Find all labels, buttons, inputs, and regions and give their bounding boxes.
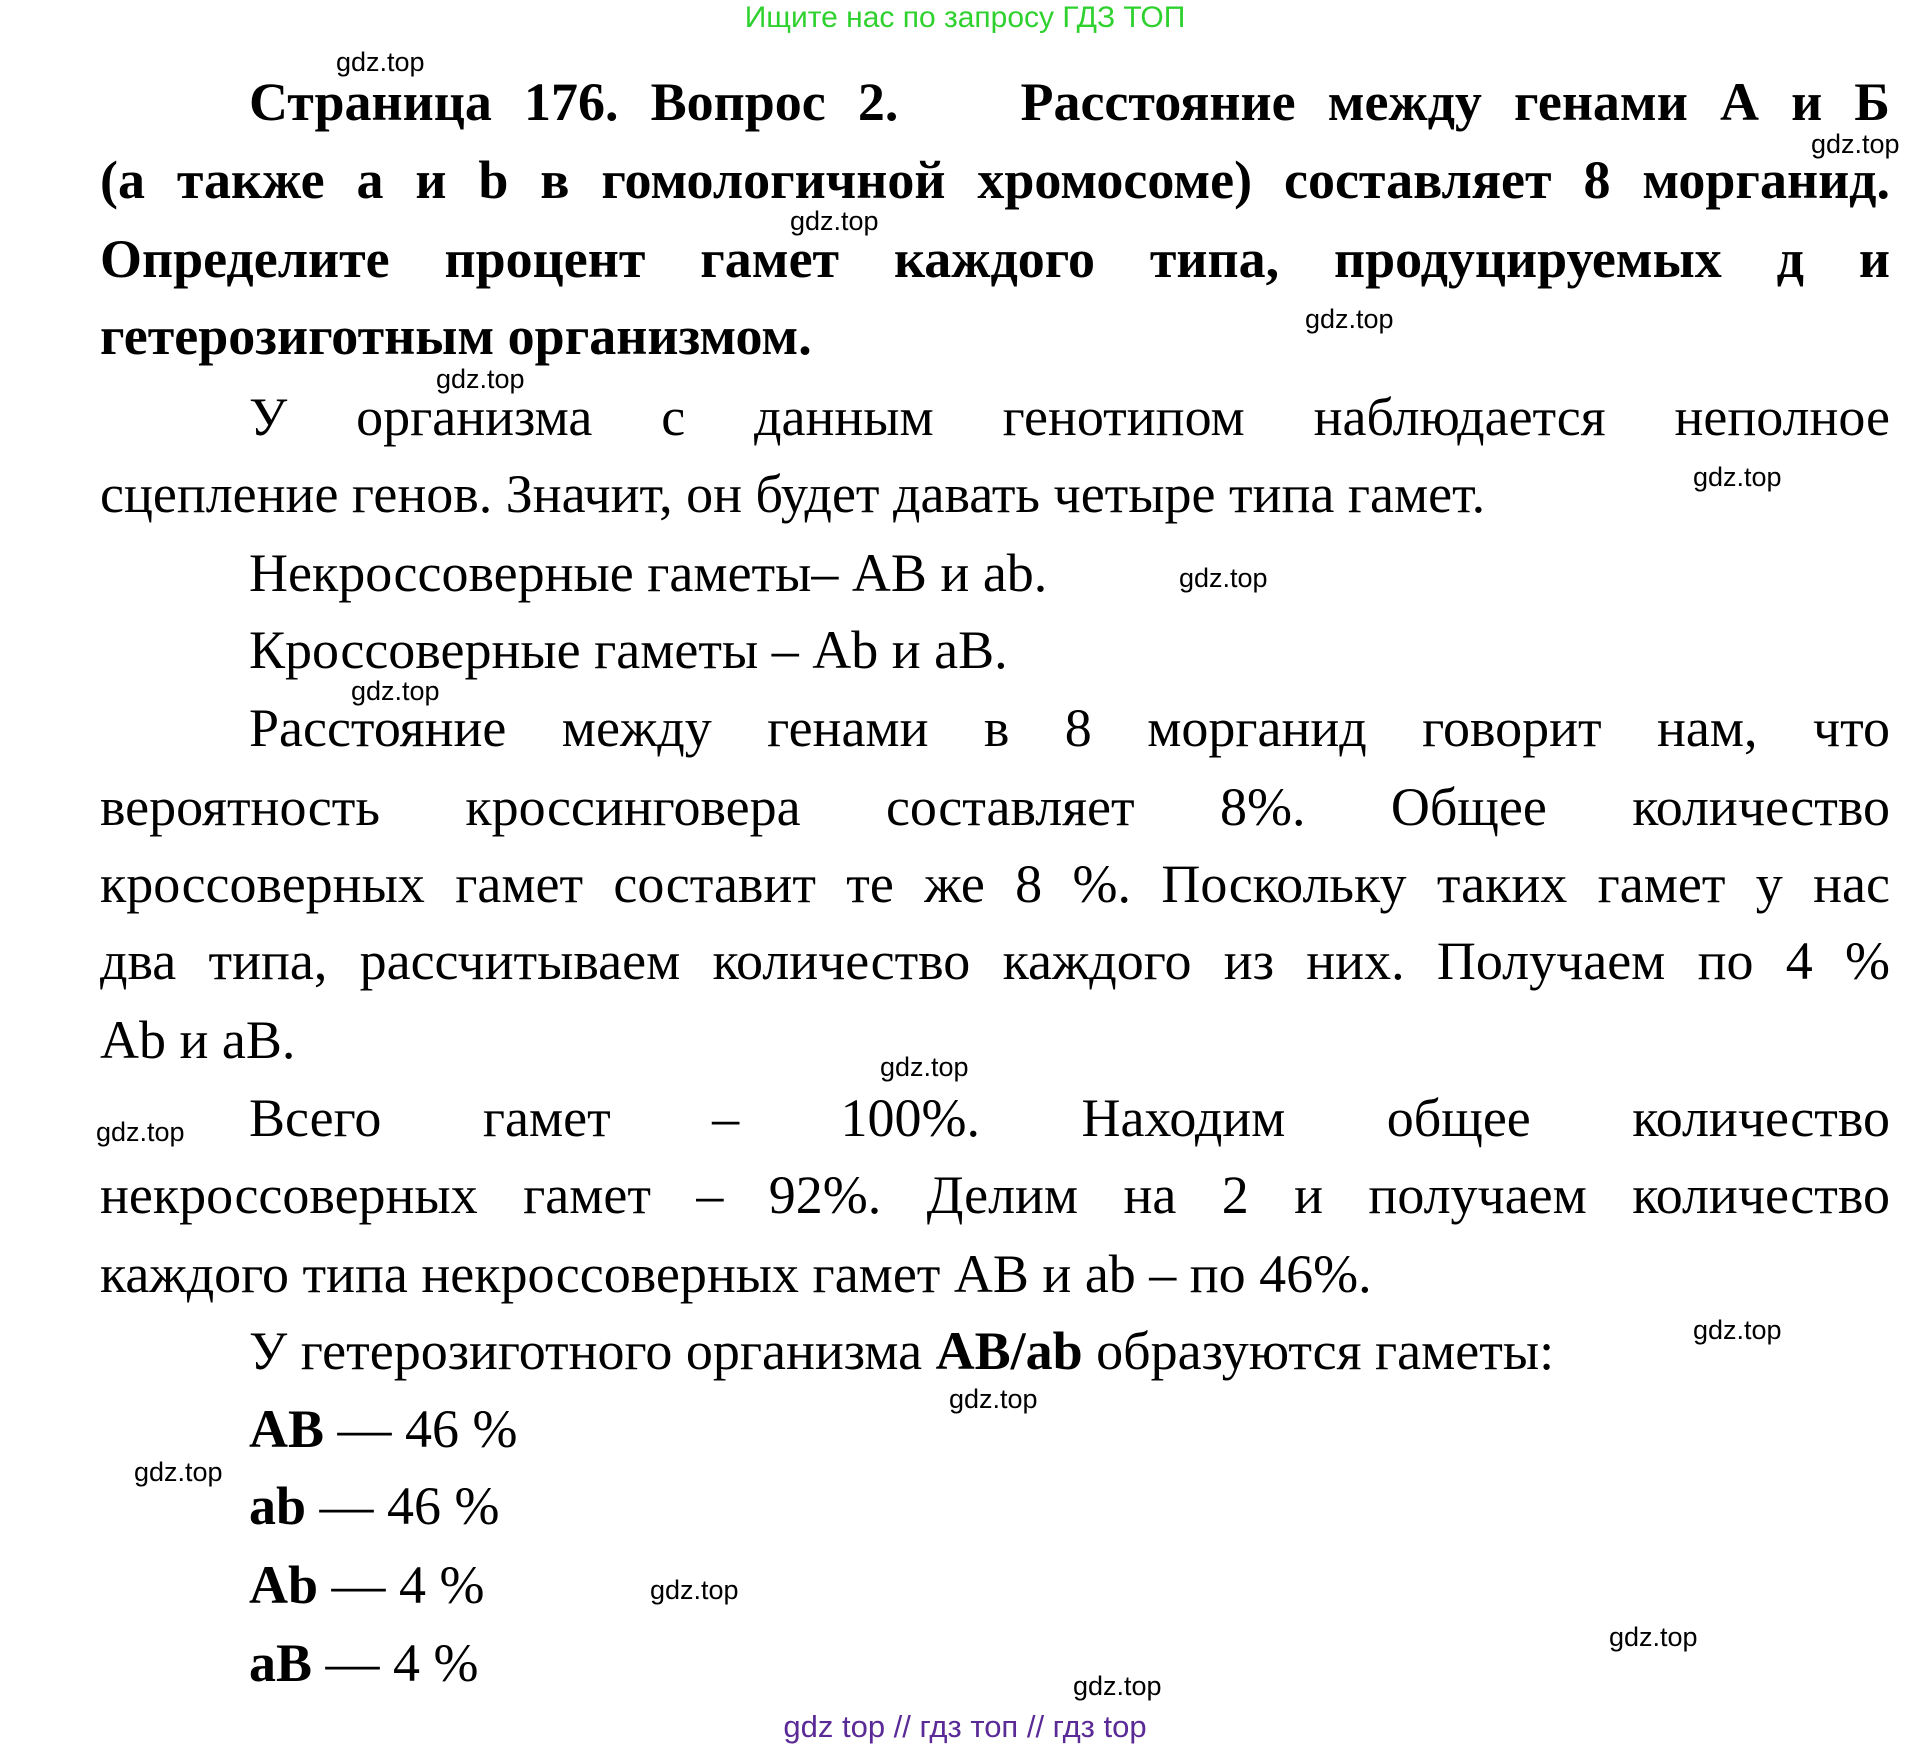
- gamete-item: [249, 1546, 1890, 1624]
- gamete-percent: — 4 %: [318, 1555, 485, 1615]
- watermark: gdz.top: [1179, 563, 1268, 593]
- question-label: Страница 176. Вопрос 2.: [249, 72, 899, 132]
- answer-line: вероятность кроссинговера составляет 8%. Общее количество: [100, 777, 1890, 837]
- footer-banner: gdz top // гдз топ // гдз top: [783, 1709, 1147, 1744]
- answer-line: сцепление генов. Значит, он будет давать четыре типа гамет.: [100, 464, 1486, 524]
- answer-line: Некроссоверные гаметы– АВ и аb.: [249, 543, 1048, 603]
- question-line-3: Определите процент гамет каждого типа, продуцируемых д и: [100, 229, 1890, 289]
- answer-line: Кроссоверные гаметы – Аb и аВ.: [249, 620, 1008, 680]
- answer-line: Расстояние между генами в 8 морганид говорит нам, что: [249, 698, 1890, 758]
- gamete-percent: — 46 %: [324, 1399, 518, 1459]
- watermark: gdz.top: [1811, 129, 1900, 159]
- answer-line: некроссоверных гамет – 92%. Делим на 2 и получаем количество: [100, 1165, 1890, 1225]
- watermark: gdz.top: [1693, 462, 1782, 492]
- gamete-type: АВ: [249, 1399, 325, 1459]
- answer-line: два типа, рассчитываем количество каждого из них. Получаем по 4 %: [100, 931, 1890, 991]
- gamete-item: [249, 1467, 1890, 1545]
- watermark: gdz.top: [134, 1457, 223, 1487]
- text: У гетерозиготного организма: [249, 1321, 936, 1381]
- genotype: АВ/аb: [935, 1321, 1083, 1381]
- gamete-type: Аb: [249, 1555, 319, 1615]
- gamete-percent: — 4 %: [312, 1633, 479, 1693]
- watermark: gdz.top: [436, 364, 525, 394]
- watermark: gdz.top: [790, 206, 879, 236]
- gamete-item: [249, 1390, 1890, 1468]
- watermark: gdz.top: [949, 1384, 1038, 1414]
- answer-line: Всего гамет – 100%. Находим общее количество: [249, 1088, 1890, 1148]
- watermark: gdz.top: [1609, 1622, 1698, 1652]
- watermark: gdz.top: [880, 1052, 969, 1082]
- gamete-type: аВ: [249, 1633, 313, 1693]
- text: образуются гаметы:: [1082, 1321, 1555, 1381]
- watermark: gdz.top: [1693, 1315, 1782, 1345]
- search-banner: Ищите нас по запросу ГДЗ ТОП: [744, 1, 1186, 34]
- watermark: gdz.top: [1305, 304, 1394, 334]
- watermark: gdz.top: [96, 1117, 185, 1147]
- question-line-4: гетерозиготным организмом.: [100, 306, 812, 366]
- question-line-2: (а также a и b в гомологичной хромосоме) составляет 8 морганид.: [100, 150, 1890, 210]
- answer-line: каждого типа некроссоверных гамет АВ и аb – по 46%.: [100, 1244, 1372, 1304]
- question-text: Расстояние между генами А и Б: [1020, 72, 1891, 132]
- answer-line: У организма с данным генотипом наблюдается неполное: [249, 387, 1890, 447]
- answer-line: [249, 1312, 1890, 1390]
- watermark: gdz.top: [650, 1575, 739, 1605]
- watermark: gdz.top: [336, 47, 425, 77]
- gamete-percent: — 46 %: [306, 1476, 500, 1536]
- answer-line: кроссоверных гамет составит те же 8 %. Поскольку таких гамет у нас: [100, 854, 1890, 914]
- gamete-type: аb: [249, 1476, 307, 1536]
- watermark: gdz.top: [1073, 1671, 1162, 1701]
- watermark: gdz.top: [351, 676, 440, 706]
- question-line-1: [249, 63, 1890, 141]
- answer-line: Аb и аВ.: [100, 1010, 296, 1070]
